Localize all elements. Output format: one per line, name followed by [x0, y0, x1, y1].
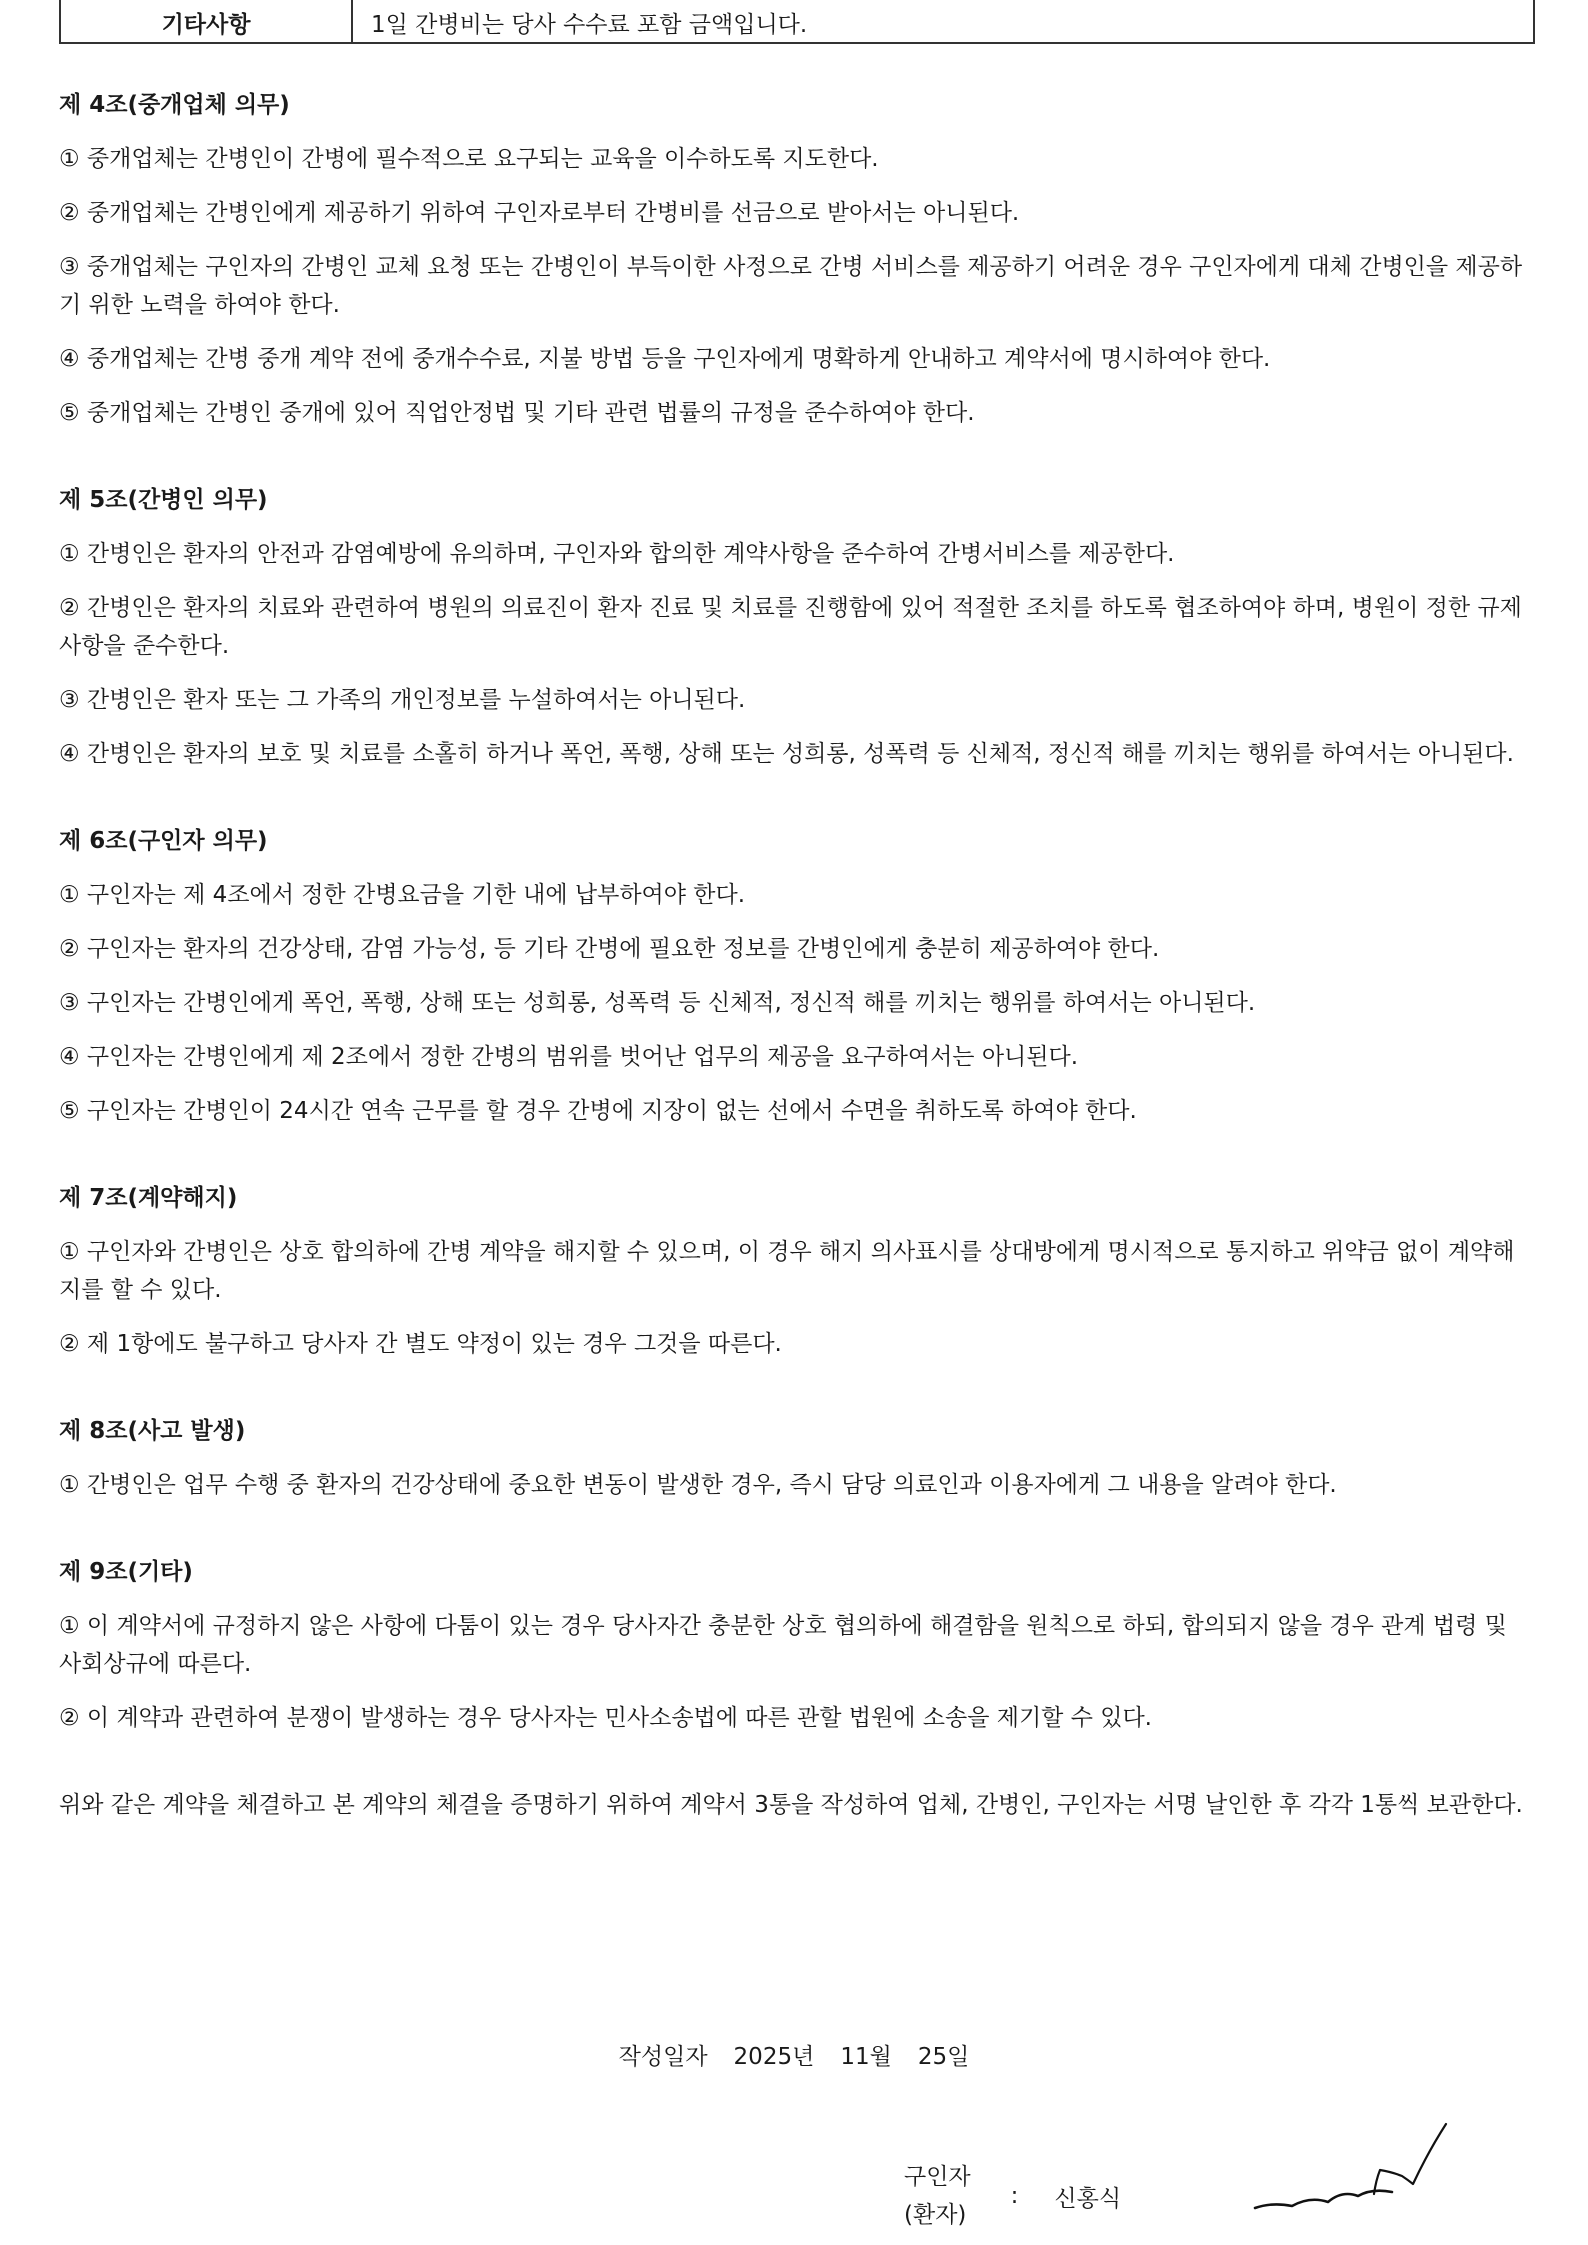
date-day: 25일: [917, 2044, 970, 2070]
article-title: 제 5조(간병인 의무): [59, 487, 268, 513]
article-clause: ③ 간병인은 환자 또는 그 가족의 개인정보를 누설하여서는 아니된다.: [59, 687, 746, 713]
article-clause: ① 이 계약서에 규정하지 않은 사항에 다툼이 있는 경우 당사자간 충분한 상호 협의하에 해결함을 원칙으로 하되, 합의되지 않을 경우 관계 법령 및 사회상규에 따른다.: [59, 1613, 1507, 1677]
article-clause: ① 중개업체는 간병인이 간병에 필수적으로 요구되는 교육을 이수하도록 지도한다.: [59, 146, 879, 172]
article-title: 제 7조(계약해지): [59, 1185, 238, 1211]
contract-sections: [59, 86, 1535, 1737]
signer-role-line1: 구인자: [904, 2164, 971, 2190]
article-title: 제 9조(기타): [59, 1559, 193, 1585]
article-title: 제 8조(사고 발생): [59, 1418, 246, 1444]
date-row: [0, 2038, 1588, 2076]
closing-statement: 위와 같은 계약을 체결하고 본 계약의 체결을 증명하기 위하여 계약서 3통을 작성하여 업체, 간병인, 구인자는 서명 날인한 후 각각 1통씩 보관한다.: [59, 1792, 1523, 1818]
article-clause: ③ 구인자는 간병인에게 폭언, 폭행, 상해 또는 성희롱, 성폭력 등 신체적, 정신적 해를 끼치는 행위를 하여서는 아니된다.: [59, 990, 1256, 1016]
article-title: 제 6조(구인자 의무): [59, 828, 268, 854]
article-section: [59, 86, 1535, 432]
article-clause: ② 간병인은 환자의 치료와 관련하여 병원의 의료진이 환자 진료 및 치료를 진행함에 있어 적절한 조치를 하도록 협조하여야 하며, 병원이 정한 규제사항을 준수한다.: [59, 595, 1522, 659]
article-clause: ④ 중개업체는 간병 중개 계약 전에 중개수수료, 지불 방법 등을 구인자에게 명확하게 안내하고 계약서에 명시하여야 한다.: [59, 346, 1271, 372]
article-section: [59, 1553, 1535, 1737]
article-clause: ⑤ 중개업체는 간병인 중개에 있어 직업안정법 및 기타 관련 법률의 규정을 준수하여야 한다.: [59, 400, 975, 426]
article-clause: ④ 구인자는 간병인에게 제 2조에서 정한 간병의 범위를 벗어난 업무의 제공을 요구하여서는 아니된다.: [59, 1044, 1079, 1070]
signer-colon: :: [1010, 2183, 1019, 2209]
article-clause: ② 중개업체는 간병인에게 제공하기 위하여 구인자로부터 간병비를 선금으로 받아서는 아니된다.: [59, 200, 1020, 226]
article-section: [59, 481, 1535, 773]
signer-role-line2: (환자): [904, 2202, 967, 2228]
article-clause: ③ 중개업체는 구인자의 간병인 교체 요청 또는 간병인이 부득이한 사정으로 간병 서비스를 제공하기 어려운 경우 구인자에게 대체 간병인을 제공하기 위한 노력을 하여야 한다.: [59, 254, 1523, 318]
remarks-value: 1일 간병비는 당사 수수료 포함 금액입니다.: [371, 11, 808, 38]
remarks-table-row: [59, 0, 1535, 44]
article-section: [59, 1179, 1535, 1363]
article-clause: ② 이 계약과 관련하여 분쟁이 발생하는 경우 당사자는 민사소송법에 따른 관할 법원에 소송을 제기할 수 있다.: [59, 1705, 1152, 1731]
article-clause: ① 구인자는 제 4조에서 정한 간병요금을 기한 내에 납부하여야 한다.: [59, 882, 746, 908]
article-clause: ② 제 1항에도 불구하고 당사자 간 별도 약정이 있는 경우 그것을 따른다.: [59, 1331, 782, 1357]
remarks-label: 기타사항: [61, 0, 353, 42]
article-clause: ⑤ 구인자는 간병인이 24시간 연속 근무를 할 경우 간병에 지장이 없는 선에서 수면을 취하도록 하여야 한다.: [59, 1098, 1137, 1124]
article-clause: ① 간병인은 업무 수행 중 환자의 건강상태에 중요한 변동이 발생한 경우, 즉시 담당 의료인과 이용자에게 그 내용을 알려야 한다.: [59, 1472, 1337, 1498]
article-title: 제 4조(중개업체 의무): [59, 92, 290, 118]
signer-role: [904, 2158, 971, 2234]
article-clause: ① 간병인은 환자의 안전과 감염예방에 유의하며, 구인자와 합의한 계약사항을 준수하여 간병서비스를 제공한다.: [59, 541, 1175, 567]
article-clause: ④ 간병인은 환자의 보호 및 치료를 소홀히 하거나 폭언, 폭행, 상해 또는 성희롱, 성폭력 등 신체적, 정신적 해를 끼치는 행위를 하여서는 아니된다.: [59, 741, 1514, 767]
article-clause: ② 구인자는 환자의 건강상태, 감염 가능성, 등 기타 간병에 필요한 정보를 간병인에게 충분히 제공하여야 한다.: [59, 936, 1160, 962]
article-section: [59, 1412, 1535, 1504]
contract-body: [59, 86, 1535, 1824]
article-clause: ① 구인자와 간병인은 상호 합의하에 간병 계약을 해지할 수 있으며, 이 경우 해지 의사표시를 상대방에게 명시적으로 통지하고 위약금 없이 계약해지를 할 수 있다.: [59, 1239, 1515, 1303]
handwritten-signature: [1250, 2110, 1460, 2230]
date-label: 작성일자: [618, 2044, 708, 2070]
signer-name: 신홍식: [1054, 2185, 1122, 2212]
date-year: 2025년: [733, 2044, 815, 2070]
date-month: 11월: [840, 2044, 892, 2070]
signer-block: [904, 2158, 1121, 2234]
article-section: [59, 822, 1535, 1130]
